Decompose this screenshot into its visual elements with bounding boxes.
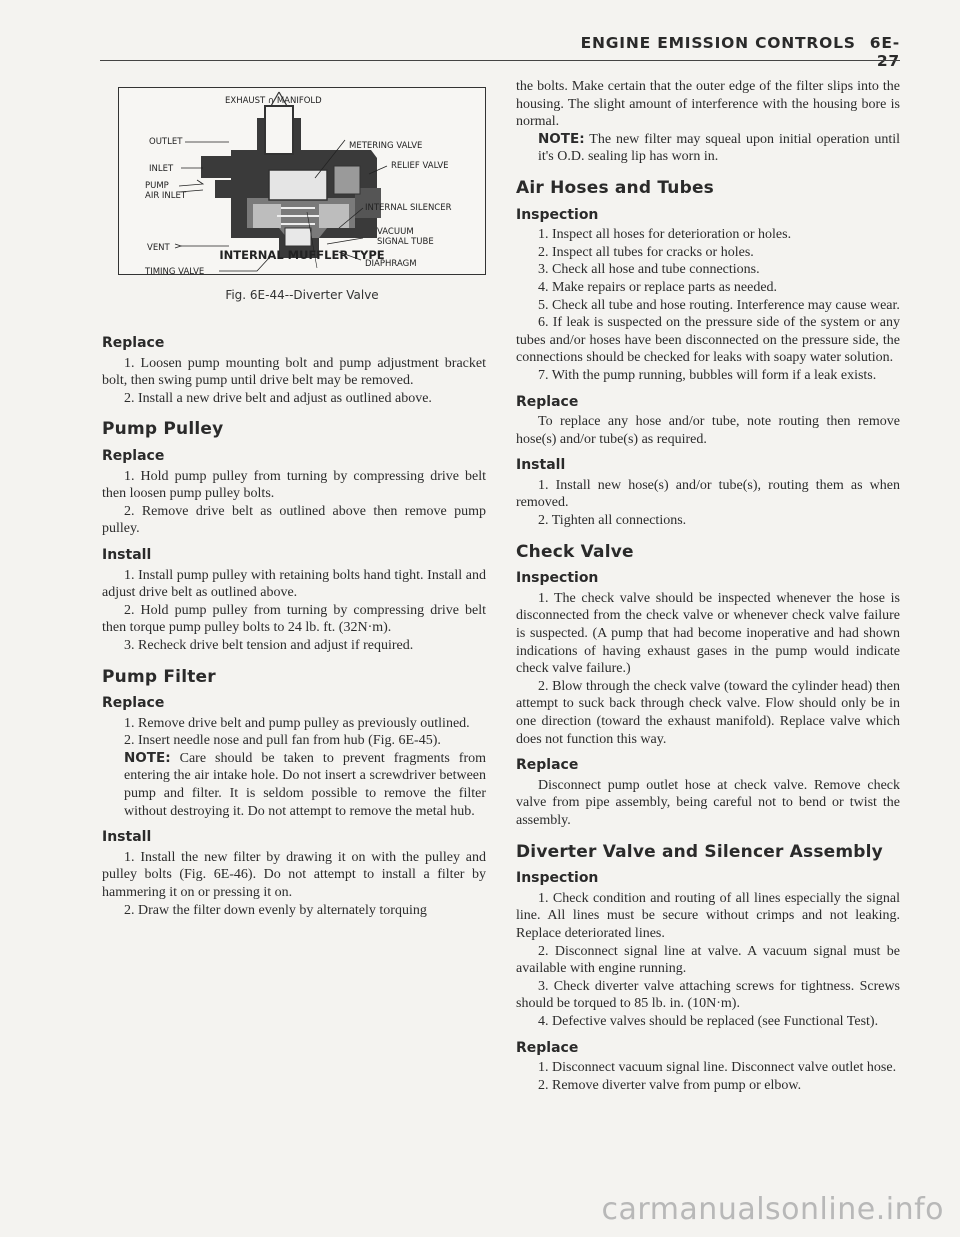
paragraph: 3. Check all hose and tube connections. <box>538 262 760 278</box>
fig-label-air-inlet: AIR INLET <box>145 191 187 201</box>
fig-label-vent: VENT <box>147 243 170 253</box>
paragraph: 3. Check diverter valve attaching screws for tightness. Screws should be torqued to 85 lb. in. (10N·m). <box>516 978 900 1012</box>
paragraph: 1. Install new hose(s) and/or tube(s), routing them as when removed. <box>516 477 900 511</box>
paragraph: 1. Disconnect vacuum signal line. Disconnect valve outlet hose. <box>538 1060 897 1076</box>
paragraph: 2. Remove diverter valve from pump or elbow. <box>538 1077 802 1093</box>
page-header <box>560 34 900 70</box>
paragraph: 1. Check condition and routing of all lines especially the signal line. All lines must be secure without crimps and not leaking. Replace deteriorated lines. <box>516 890 900 941</box>
section-heading-air-hoses: Air Hoses and Tubes <box>516 177 714 198</box>
diverter-valve-figure <box>118 87 486 275</box>
install-heading: Install <box>102 829 152 846</box>
paragraph: 5. Check all tube and hose routing. Interference may cause wear. <box>538 297 900 313</box>
paragraph: 1. Inspect all hoses for deterioration or holes. <box>538 227 792 243</box>
paragraph: Disconnect pump outlet hose at check valve. Remove check valve from pipe assembly, being careful not to bend or twist the assembly. <box>516 777 900 828</box>
watermark: carmanualsonline.info <box>601 1192 944 1227</box>
fig-label-internal-silencer: INTERNAL SILENCER <box>365 203 452 213</box>
paragraph: 2. Tighten all connections. <box>538 513 687 529</box>
section-heading-pump-pulley: Pump Pulley <box>102 419 224 440</box>
paragraph: 1. Hold pump pulley from turning by compressing drive belt then loosen pump pulley bolts. <box>102 468 486 502</box>
inspection-heading: Inspection <box>516 570 599 587</box>
paragraph: 1. The check valve should be inspected whenever the hose is disconnected from the check valve or whenever check valve failure is suspected. (A pump that had become inoperative and had shown indications of having exhaust gases in the pump would indicate check valve failure.) <box>516 590 900 677</box>
inspection-heading: Inspection <box>516 206 599 223</box>
header-rule <box>100 60 900 61</box>
paragraph: 2. Disconnect signal line at valve. A vacuum signal must be available with engine running. <box>516 943 900 977</box>
paragraph: 7. With the pump running, bubbles will form if a leak exists. <box>538 367 877 383</box>
note-text: The new filter may squeal upon initial operation until it's O.D. sealing lip has worn in. <box>538 131 900 165</box>
paragraph: 6. If leak is suspected on the pressure side of the system or any tubes and/or hoses have been disconnected on the pressure side, the connections should be checked for leaks with soapy water solution. <box>516 315 900 366</box>
paragraph: 2. Draw the filter down evenly by alternately torquing <box>124 902 427 918</box>
fig-label-diaphragm: DIAPHRAGM <box>365 259 417 269</box>
paragraph: 1. Install the new filter by drawing it on with the pulley and pulley bolts (Fig. 6E-46). Do not attempt to install a filter by hammering it on or pressing it on. <box>102 849 486 901</box>
note-text: Care should be taken to prevent fragments from entering the air intake hole. Do not insert a screwdriver between pump and filter. It is seldom possible to remove the filter without destroying it. Do not attempt to remove the metal hub. <box>124 750 486 819</box>
fig-label-signal-tube: SIGNAL TUBE <box>377 237 434 247</box>
paragraph: 4. Defective valves should be replaced (see Functional Test). <box>538 1013 879 1029</box>
paragraph: 2. Insert needle nose and pull fan from hub (Fig. 6E-45). <box>124 733 441 749</box>
paragraph: 1. Install pump pulley with retaining bolts hand tight. Install and adjust drive belt as outlined above. <box>102 567 486 601</box>
page-number: 6E-27 <box>869 34 900 70</box>
paragraph: 2. Install a new drive belt and adjust as outlined above. <box>124 390 432 406</box>
install-heading: Install <box>516 457 566 474</box>
section-heading-check-valve: Check Valve <box>516 541 634 562</box>
note-label: NOTE: <box>124 749 171 766</box>
fig-label-exhaust-manifold: EXHAUST ∩ MANIFOLD <box>225 96 322 106</box>
note-paragraph <box>516 131 900 166</box>
fig-label-metering-valve: METERING VALVE <box>349 141 423 151</box>
figure-title: INTERNAL MUFFLER TYPE <box>219 248 385 262</box>
paragraph: 2. Remove drive belt as outlined above then remove pump pulley. <box>102 503 486 537</box>
replace-heading: Replace <box>516 1039 579 1056</box>
right-column <box>516 78 900 1094</box>
header-title: ENGINE EMISSION CONTROLS <box>580 34 856 52</box>
install-heading: Install <box>102 546 152 563</box>
paragraph: 1. Loosen pump mounting bolt and pump adjustment bracket bolt, then swing pump until drive belt may be removed. <box>102 355 486 389</box>
paragraph: the bolts. Make certain that the outer edge of the filter slips into the housing. The slight amount of interference with the housing bore is normal. <box>516 79 900 130</box>
paragraph: 1. Remove drive belt and pump pulley as previously outlined. <box>124 715 470 731</box>
replace-heading: Replace <box>516 757 579 774</box>
fig-label-vacuum: VACUUM <box>377 227 414 237</box>
left-column <box>102 326 486 919</box>
replace-heading: Replace <box>102 695 165 712</box>
paragraph: 2. Hold pump pulley from turning by compressing drive belt then torque pump pulley bolts to 24 lb. ft. (32N·m). <box>102 602 486 636</box>
fig-label-timing-valve: TIMING VALVE <box>145 267 205 274</box>
fig-label-outlet: OUTLET <box>149 137 183 147</box>
replace-heading: Replace <box>102 335 165 351</box>
diverter-valve-diagram <box>119 88 485 274</box>
replace-heading: Replace <box>102 447 165 464</box>
paragraph: 2. Inspect all tubes for cracks or holes. <box>538 244 754 260</box>
inspection-heading: Inspection <box>516 870 599 887</box>
replace-heading: Replace <box>516 393 579 410</box>
note-label: NOTE: <box>538 130 585 147</box>
fig-label-inlet: INLET <box>149 164 174 174</box>
section-heading-diverter-valve: Diverter Valve and Silencer Assembly <box>516 841 883 862</box>
paragraph: 3. Recheck drive belt tension and adjust if required. <box>124 637 414 653</box>
section-heading-pump-filter: Pump Filter <box>102 666 216 687</box>
paragraph: 4. Make repairs or replace parts as needed. <box>538 279 778 295</box>
fig-label-pump: PUMP <box>145 181 169 191</box>
fig-label-relief-valve: RELIEF VALVE <box>391 161 449 171</box>
note-paragraph <box>102 750 486 820</box>
paragraph: 2. Blow through the check valve (toward the cylinder head) then attempt to suck back through check valve. Flow should only be in one direction (toward the exhaust manifold). Replace valve which does not function this way. <box>516 678 900 747</box>
figure-caption: Fig. 6E-44--Diverter Valve <box>225 288 379 302</box>
paragraph: To replace any hose and/or tube, note routing then remove hose(s) and/or tube(s) as required. <box>516 414 900 447</box>
